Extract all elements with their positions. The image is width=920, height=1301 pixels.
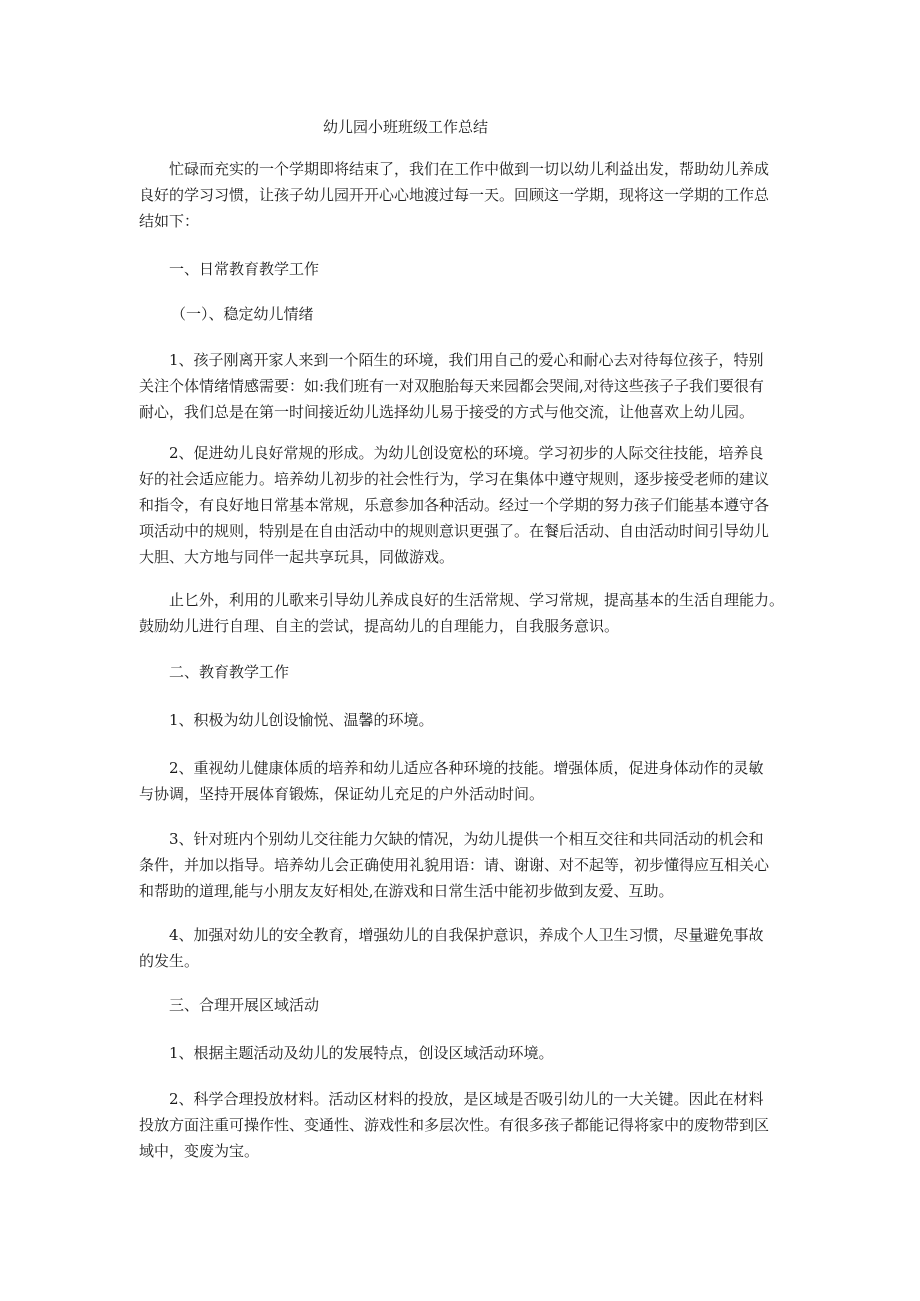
paragraph-s3-2 <box>139 1086 799 1164</box>
paragraph-s1-1 <box>139 347 799 425</box>
paragraph-line: 2、重视幼儿健康体质的培养和幼儿适应各种环境的技能。增强体质，促进身体动作的灵敏 <box>169 759 764 777</box>
paragraph-line: 投放方面注重可操作性、变通性、游戏性和多层次性。有很多孩子都能记得将家中的废物带到区 <box>139 1116 770 1134</box>
paragraph-s2-4 <box>139 922 799 974</box>
paragraph-line: 4、加强对幼儿的安全教育，增强幼儿的自我保护意识，养成个人卫生习惯，尽量避免事故 <box>169 926 764 944</box>
paragraph-line: 好的社会适应能力。培养幼儿初步的社会性行为，学习在集体中遵守规则，逐步接受老师的建议 <box>139 470 770 488</box>
paragraph-s2-2 <box>139 755 799 807</box>
paragraph-line: 耐心，我们总是在第一时间接近幼儿选择幼儿易于接受的方式与他交流，让他喜欢上幼儿园。 <box>139 403 755 421</box>
document-title: 幼儿园小班班级工作总结 <box>323 118 489 136</box>
paragraph-line: 鼓励幼儿进行自理、自主的尝试，提高幼儿的自理能力，自我服务意识。 <box>139 617 620 635</box>
paragraph-line: 的发生。 <box>139 952 200 970</box>
paragraph-line: 1、根据主题活动及幼儿的发展特点，创设区域活动环境。 <box>169 1044 554 1062</box>
section-heading-2: 二、教育教学工作 <box>169 663 290 681</box>
paragraph-line: 和帮助的道理,能与小朋友友好相处,在游戏和日常生活中能初步做到友爱、互助。 <box>139 882 674 900</box>
paragraph-line: 条件，并加以指导。培养幼儿会正确使用礼貌用语：请、谢谢、对不起等，初步懂得应互相关心 <box>139 856 770 874</box>
paragraph-line: 域中，变废为宝。 <box>139 1142 260 1160</box>
paragraph-line: 大胆、大方地与同伴一起共享玩具，同做游戏。 <box>139 548 455 566</box>
paragraph-line: 2、促进幼儿良好常规的形成。为幼儿创设宽松的环境。学习初步的人际交往技能，培养良 <box>169 444 764 462</box>
paragraph-line: 3、针对班内个别幼儿交往能力欠缺的情况，为幼儿提供一个相互交往和共同活动的机会和 <box>169 830 764 848</box>
paragraph-line: 与协调，坚持开展体育锻炼，保证幼儿充足的户外活动时间。 <box>139 785 545 803</box>
sub-heading-1: （一）、稳定幼儿情绪 <box>171 305 314 323</box>
paragraph-s1-3 <box>139 587 799 639</box>
paragraph-s2-3 <box>139 826 799 904</box>
section-heading-1: 一、日常教育教学工作 <box>169 260 320 278</box>
paragraph-line: 1、积极为幼儿创设愉悦、温馨的环境。 <box>169 711 434 729</box>
paragraph-line: 和指令，有良好地日常基本常规，乐意参加各种活动。经过一个学期的努力孩子们能基本遵守各 <box>139 496 770 514</box>
paragraph-s2-1 <box>139 707 799 733</box>
paragraph-line: 2、科学合理投放材料。活动区材料的投放，是区域是否吸引幼儿的一大关键。因此在材料 <box>169 1090 764 1108</box>
paragraph-line: 良好的学习习惯，让孩子幼儿园开开心心地渡过每一天。回顾这一学期，现将这一学期的工作总 <box>139 186 770 204</box>
paragraph-line: 关注个体情绪情感需要：如:我们班有一对双胞胎每天来园都会哭闹,对待这些孩子子我们要很有 <box>139 377 764 395</box>
paragraph-line: 1、孩子刚离开家人来到一个陌生的环境，我们用自己的爱心和耐心去对待每位孩子，特别 <box>169 351 764 369</box>
intro-paragraph <box>139 156 799 234</box>
paragraph-line: 止匕外，利用的儿歌来引导幼儿养成良好的生活常规、学习常规，提高基本的生活自理能力。 <box>169 591 785 609</box>
section-heading-3: 三、合理开展区域活动 <box>169 996 320 1014</box>
paragraph-s1-2 <box>139 440 799 570</box>
paragraph-line: 项活动中的规则，特别是在自由活动中的规则意识更强了。在餐后活动、自由活动时间引导幼儿 <box>139 522 770 540</box>
paragraph-line: 忙碌而充实的一个学期即将结束了，我们在工作中做到一切以幼儿利益出发，帮助幼儿养成 <box>169 160 770 178</box>
paragraph-line: 结如下： <box>139 212 200 230</box>
paragraph-s3-1 <box>139 1040 799 1066</box>
